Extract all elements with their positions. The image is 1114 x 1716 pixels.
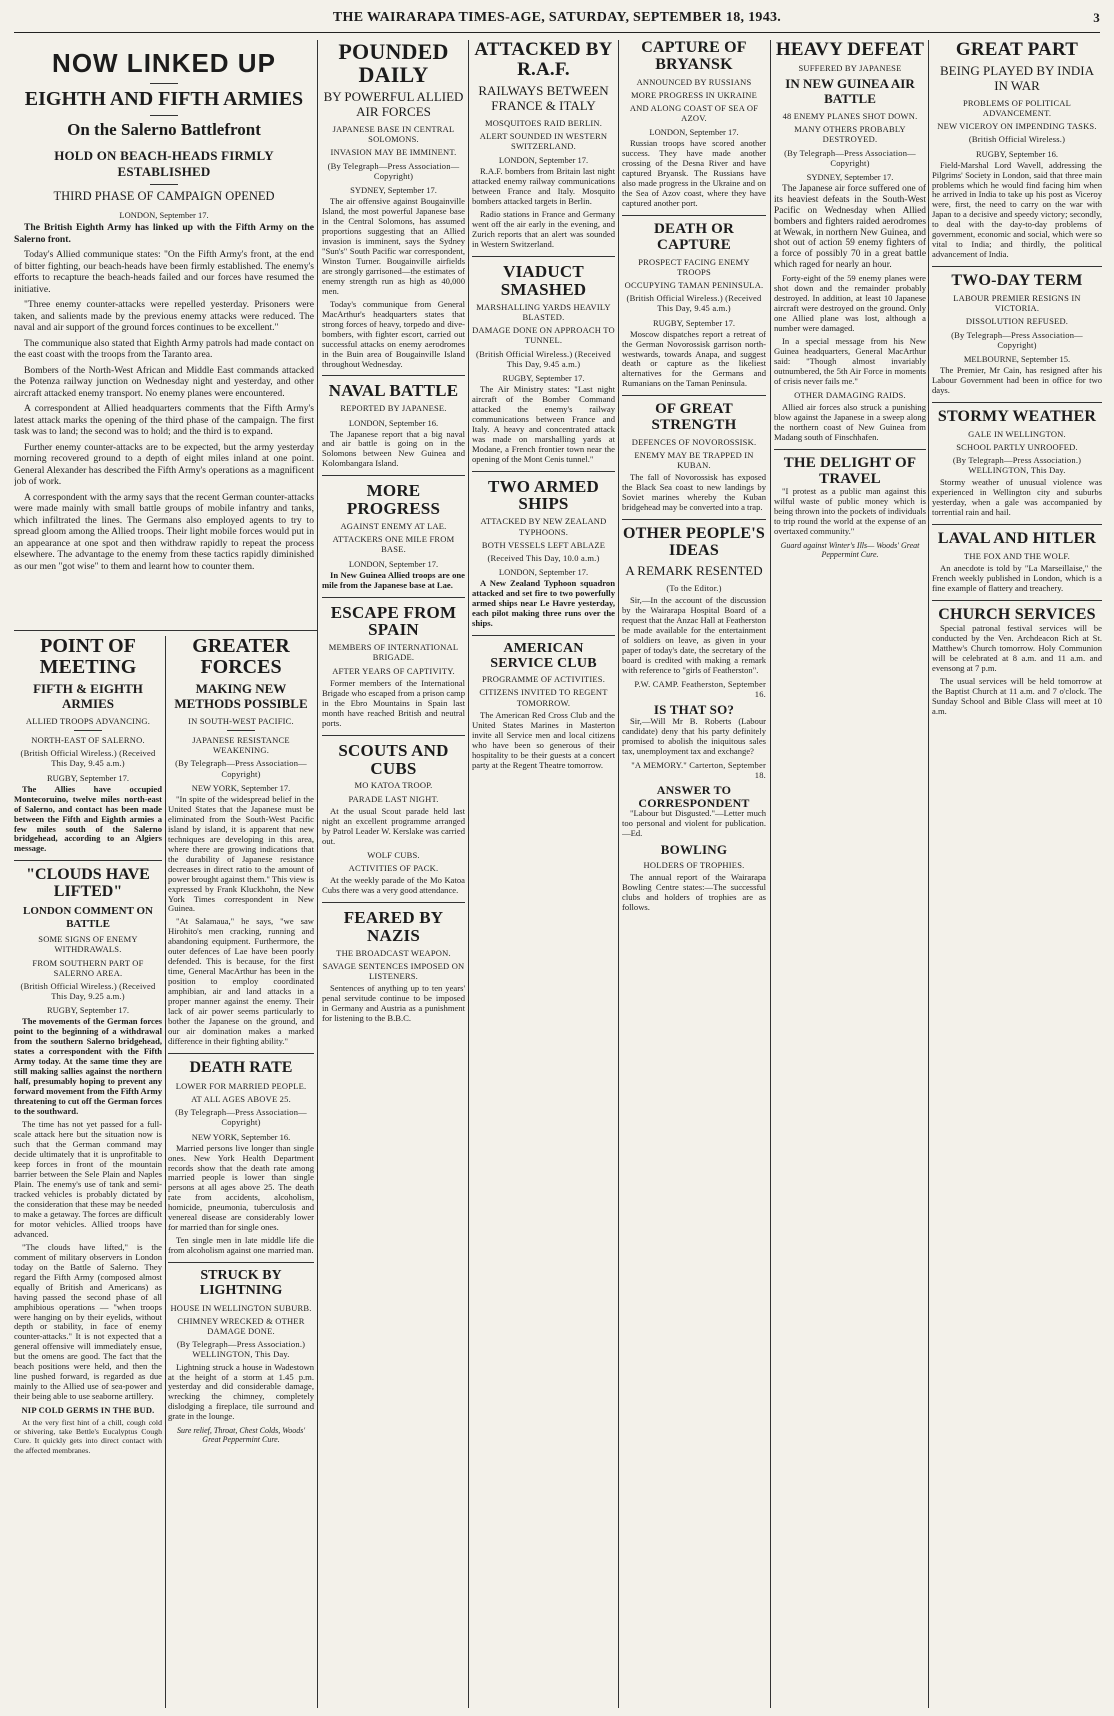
deck: NEW VICEROY ON IMPENDING TASKS. [937, 121, 1097, 132]
headline-capture-of-bryansk: CAPTURE OF BRYANSK [641, 40, 747, 73]
section-rule [14, 630, 317, 631]
deck: MO KATOA TROOP. [354, 780, 433, 791]
article-paragraph: An anecdote is told by "La Marseillaise," the French weekly published in London, which is a fine example of flattery and treachery. [932, 563, 1102, 594]
article-paragraph: R.A.F. bombers from Britain last night attacked enemy railway communications between France and Italy. Mosquito bombers attacked targets in Berlin. [472, 166, 615, 207]
article-paragraph: "In spite of the widespread belief in the United States that the Japanese must be eliminated from the South-West Pacific island by island, it is apparent that new techniques are developing in this area, where there are growing indications that the durability of Japanese resistance decreases in direct ratio to the amount of power brought against them." This view is expressed by Frank Kluckhohn, the New York Times correspondent in New Guinea. [168, 793, 314, 914]
headline-greater-forces: GREATER FORCES [192, 636, 290, 678]
deck: THE FOX AND THE WOLF. [964, 551, 1070, 562]
article-paragraph: The American Red Cross Club and the United States Marines in Masterton invite all Service men and local citizens who have been so generous of their hospitality to be their guests at a concert party at the Regent Theatre tomorrow. [472, 709, 615, 770]
column-3 [322, 40, 465, 1708]
article-paragraph: The Air Ministry states: "Last night aircraft of the Bomber Command attacked the enemy's railway communications between France and Italy. A heavy and concentrated attack was made on marshalling yards at Modane, a French frontier town near the opening of the Mont Cenis tunnel." [472, 383, 615, 464]
deck: ATTACKERS ONE MILE FROM BASE. [332, 534, 455, 555]
subheadline: FIFTH & EIGHTH ARMIES [33, 681, 143, 711]
deck: PARADE LAST NIGHT. [348, 793, 439, 804]
deck: SOME SIGNS OF ENEMY WITHDRAWALS. [38, 934, 138, 955]
lead-paragraph: The British Eighth Army has linked up with the Fifth Army on the Salerno front. [14, 222, 314, 245]
article-paragraph: The time has not yet passed for a full-scale attack here but the situation now is such that the German command may decide ultimately that it is unprofitable to keep forces in front of the mountain barrier between the Sele Plain and Naples Plain. The enemy's use of tank and semi-tracked vehicles is probably dictated by the consideration that these may be needed to make a getaway. The forces are difficult for motor vehicles. Allied troops have advanced. [14, 1119, 162, 1239]
article-paragraph: The annual report of the Wairarapa Bowling Centre states:—The successful clubs and holders of trophies are as follows. [622, 871, 766, 912]
headline-great-part: GREAT PART [955, 40, 1079, 60]
headline-pounded-daily: POUNDED DAILY [338, 40, 449, 88]
deck: SAVAGE SENTENCES IMPOSED ON LISTENERS. [322, 960, 465, 981]
deck: MEMBERS OF INTERNATIONAL BRIGADE. [328, 642, 459, 663]
deck: JAPANESE RESISTANCE WEAKENING. [192, 735, 290, 756]
headline-struck-by-lightning: STRUCK BY LIGHTNING [199, 1268, 283, 1298]
headline-church-services: CHURCH SERVICES [938, 606, 1096, 624]
dateline: RUGBY, September 17. [652, 317, 735, 328]
deck: MARSHALLING YARDS HEAVILY BLASTED. [476, 301, 611, 322]
subheadline: IN NEW GUINEA AIR BATTLE [785, 76, 915, 107]
letter-signature: "A MEMORY." Carterton, September 18. [631, 759, 766, 780]
article-paragraph: At the weekly parade of the Mo Katoa Cubs there was a very good attendance. [322, 874, 465, 895]
deck: ALERT SOUNDED IN WESTERN SWITZERLAND. [479, 130, 608, 152]
dateline: SYDNEY, September 17. [350, 185, 437, 195]
article-paragraph: Today's communique from General MacArthur's headquarters states that strong forces of heavy, torpedo and dive-bombers, with fighter escort, carried out successful attacks on enemy aerodromes in the Buin area of Bougainville Island throughout Wednesday. [322, 298, 465, 369]
divider [227, 730, 255, 731]
deck: DAMAGE DONE ON APPROACH TO TUNNEL. [472, 325, 615, 346]
dateline: RUGBY, September 17. [46, 1005, 129, 1016]
subheadline: A REMARK RESENTED [625, 562, 763, 578]
headline-american-service-club: AMERICAN SERVICE CLUB [490, 640, 597, 671]
article-paragraph: Ten single men in late middle life die from alcoholism against one married man. [168, 1235, 314, 1256]
deck: HOLDERS OF TROPHIES. [643, 859, 745, 870]
lead-deck-2: THIRD PHASE OF CAMPAIGN OPENED [53, 189, 275, 203]
headline-other-peoples-ideas: OTHER PEOPLE'S IDEAS [623, 525, 765, 560]
article-grid [14, 40, 1100, 1708]
headline-more-progress: MORE PROGRESS [346, 481, 441, 519]
letter-paragraph: Sir,—Will Mr B. Roberts (Labour candidate) deny that his party definitely promised to abolish the iniquitous sales tax, unemployment tax and exchange? [622, 715, 766, 756]
column-rule [317, 40, 318, 1708]
headline-laval-and-hitler: LAVAL AND HITLER [937, 530, 1097, 548]
deck: PROBLEMS OF POLITICAL ADVANCEMENT. [962, 97, 1072, 118]
masthead-title: THE WAIRARAPA TIMES-AGE, SATURDAY, SEPTEMBER 18, 1943. [332, 10, 782, 25]
source-line: (By Telegraph—Press Association—Copyright) [175, 1107, 307, 1128]
lead-subheadline: EIGHTH AND FIFTH ARMIES [24, 88, 304, 110]
deck: DISSOLUTION REFUSED. [965, 316, 1069, 327]
deck: FROM SOUTHERN PART OF SALERNO AREA. [32, 957, 144, 978]
headline-viaduct-smashed: VIADUCT SMASHED [500, 262, 587, 299]
deck: INVASION MAY BE IMMINENT. [330, 147, 457, 158]
article-paragraph: "At Salamaua," he says, "we saw Hirohito's men cracking, running and abandoning equipment. Furthermore, the outer defences of Lae have been poorly defended. This is because, for the first time, General MacArthur has been in the position to employ coordinated amphibian, air and land attacks in a proper manner against the enemy. Their lack of air power seems particularly to bother the Japanese on the ground, and our air domination makes a marked difference in their fighting ability." [168, 916, 314, 1047]
dateline: NEW YORK, September 17. [191, 782, 291, 793]
article-paragraph: Stormy weather of unusual violence was experienced in Wellington city and suburbs yesterday, when a gale was accompanied by torrential rain and hail. [932, 477, 1102, 518]
divider [74, 730, 102, 731]
headline-clouds-have-lifted: "CLOUDS HAVE LIFTED" [26, 866, 150, 901]
dateline: LONDON, September 17. [498, 567, 589, 578]
article-paragraph: The Premier, Mr Cain, has resigned after his Labour Government had been in office for two days. [932, 364, 1102, 395]
dateline: SYDNEY, September 17. [806, 171, 894, 182]
deck: ANNOUNCED BY RUSSIANS [636, 76, 752, 87]
deck: REPORTED BY JAPANESE. [340, 403, 447, 414]
filler-headline: NIP COLD GERMS IN THE BUD. [21, 1405, 155, 1416]
deck: (To the Editor.) [666, 582, 722, 593]
divider [150, 83, 178, 84]
source-line: (British Official Wireless.) (Received This Day, 9.45 a.m.) [476, 348, 611, 369]
lead-dateline: LONDON, September 17. [119, 210, 209, 220]
headline-death-rate: DEATH RATE [189, 1059, 293, 1077]
source-line: (By Telegraph—Press Association—Copyright) [327, 160, 460, 181]
lead-paragraph: The communique also stated that Eighth Army patrols had made contact on the east coast with the troops from the Taranto area. [14, 337, 314, 360]
article-paragraph: Russian troops have scored another success. They have made another crossing of the Desna River and have captured Bryansk. The Russians have also made progress in the Ukraine and on the Sea of Azov coast, where they have captured another port. [622, 138, 766, 209]
lead-paragraph: Today's Allied communique states: "On the Fifth Army's front, at the end of bitter fighting, our beach-heads have been firmly established. The enemy's efforts to recapture the beach-heads failed and our forces have resumed the initiative. [14, 249, 314, 295]
deck: NORTH-EAST OF SALERNO. [31, 735, 145, 746]
masthead [14, 10, 1100, 33]
dateline: RUGBY, September 16. [975, 148, 1058, 159]
deck: AT ALL AGES ABOVE 25. [191, 1094, 291, 1105]
divider [150, 184, 178, 185]
deck: LOWER FOR MARRIED PEOPLE. [175, 1080, 307, 1091]
column-rule [928, 40, 929, 1708]
deck: CITIZENS INVITED TO REGENT TOMORROW. [479, 687, 608, 708]
source-line: (By Telegraph—Press Association—Copyright) [784, 147, 916, 168]
source-line: (By Telegraph—Press Association.) WELLINGTON, This Day. [952, 455, 1082, 476]
deck: CHIMNEY WRECKED & OTHER DAMAGE DONE. [177, 1315, 305, 1336]
dateline: LONDON, September 17. [649, 127, 739, 138]
deck: ACTIVITIES OF PACK. [348, 862, 439, 873]
lead-paragraph: Further enemy counter-attacks are to be expected, but the army yesterday morning recovered ground to a depth of eight miles inland at one point. General Alexander has described the Fifth Army's operations as a magnificent job of work. [14, 441, 314, 487]
article-paragraph: Moscow dispatches report a retreat of the German Novorossisk garrison north-westwards, towards Anapa, and suggest death or capture as the likeliest alternatives for the Germans and Rumanians on the Taman Peninsula. [622, 328, 766, 389]
deck: OTHER DAMAGING RAIDS. [794, 389, 906, 400]
headline-stormy-weather: STORMY WEATHER [937, 407, 1097, 425]
deck: THE BROADCAST WEAPON. [336, 947, 451, 958]
article-paragraph: "I protest as a public man against this wilful waste of public money which is being thrown into the pockets of individuals to trip round the world at the expense of an overtaxed community." [774, 486, 926, 537]
headline-is-that-so: IS THAT SO? [653, 702, 735, 718]
column-7 [932, 40, 1102, 1708]
article-paragraph: Sentences of anything up to ten years' penal servitude continue to be imposed in Germany and Austria as a punishment for listening to the B.B.C. [322, 983, 465, 1024]
headline-attacked-by-raf: ATTACKED BY R.A.F. [474, 40, 613, 80]
article-paragraph: At the usual Scout parade held last night an excellent programme arranged by Patrol Leader W. Kerslake was carried out. [322, 805, 465, 846]
deck: MANY OTHERS PROBABLY DESTROYED. [794, 124, 906, 145]
source-line: (British Official Wireless.) (Received This Day, 9.25 a.m.) [20, 981, 156, 1002]
deck: PROSPECT FACING ENEMY TROOPS [638, 256, 750, 277]
deck: AND ALONG COAST OF SEA OF AZOV. [629, 102, 759, 124]
article-paragraph: Allied air forces also struck a punishing blow against the Japanese in a sweep along the northern coast of New Guinea from Madang south of Finschhafen. [774, 402, 926, 442]
subheadline: MAKING NEW METHODS POSSIBLE [174, 681, 308, 711]
column-2 [168, 636, 314, 1708]
source-line: (Received This Day, 10.0 a.m.) [487, 552, 600, 563]
article-paragraph: The usual services will be held tomorrow at the Baptist Church at 11 a.m. and 7 o'clock. The Sunday School and Bible Class will meet at 10 a.m. [932, 675, 1102, 716]
deck: AFTER YEARS OF CAPTIVITY. [332, 665, 455, 676]
letter-paragraph: Sir,—In the account of the discussion by the Wairarapa Hospital Board of a request that the Anzac Hall at Featherston be made available for the entertainment of soldiers on leave, as given in your paper of today's date, the secretary of the board is credited with making a remark with reference to "girls of Featherston". [622, 595, 766, 675]
article-paragraph: Special patronal festival services will be conducted by the Ven. Archdeacon Rich at St. Matthew's Church tomorrow. Holy Communion will be celebrated at 8 a.m. and 11 a.m. and evensong at 7 p.m. [932, 623, 1102, 673]
lead-subheadline-2: On the Salerno Battlefront [67, 120, 261, 139]
dateline: LONDON, September 17. [348, 558, 439, 569]
advertisement: Sure relief, Throat, Chest Colds, Woods' Great Peppermint Cure. [176, 1426, 306, 1445]
article-paragraph: The movements of the German forces point to the beginning of a withdrawal from the southern Salerno bridgehead, states a correspondent with the Fifth Army today. At the same time they are still making sallies against the northern half, presumably hoping to prevent any forward movement from the Fifth Army threatening to cut off the German forces to the southward. [14, 1016, 162, 1117]
deck: PROGRAMME OF ACTIVITIES. [481, 674, 606, 685]
article-paragraph: Radio stations in France and Germany went off the air early in the evening, and Zurich reports that an alert was sounded in Western Switzerland. [472, 209, 615, 250]
headline-of-great-strength: OF GREAT STRENGTH [651, 401, 737, 434]
dateline: MELBOURNE, September 15. [963, 353, 1071, 364]
advertisement: Guard against Winter's Ills— Woods' Great Peppermint Cure. [780, 541, 920, 560]
headline-naval-battle: NAVAL BATTLE [328, 381, 459, 401]
subheadline: BY POWERFUL ALLIED AIR FORCES [323, 89, 464, 120]
headline-bowling: BOWLING [660, 842, 728, 858]
letter-signature: P.W. CAMP. Featherston, September 16. [634, 678, 766, 699]
deck: MORE PROGRESS IN UKRAINE [631, 89, 757, 100]
deck: AGAINST ENEMY AT LAE. [340, 521, 447, 532]
subheadline: BEING PLAYED BY INDIA IN WAR [940, 62, 1094, 93]
deck: DEFENCES OF NOVOROSSISK. [631, 436, 757, 447]
source-line: (British Official Wireless.) [968, 134, 1066, 145]
article-paragraph: In New Guinea Allied troops are one mile from the Japanese base at Lae. [322, 569, 465, 590]
article-paragraph: "Labour but Disgusted."—Letter much too personal and violent for publication.—Ed. [622, 808, 766, 839]
deck: ATTACKED BY NEW ZEALAND TYPHOONS. [480, 516, 607, 537]
deck: LABOUR PREMIER RESIGNS IN VICTORIA. [953, 293, 1081, 314]
deck: SCHOOL PARTLY UNROOFED. [956, 441, 1078, 452]
lead-paragraph: A correspondent with the army says that the recent German counter-attacks were made mainly with small battle groups of mobile infantry and tanks, which infiltrated the lines. The Germans also employed agents to try to spread gloom among the Allied troops. Their light mobile forces would put in an appearance at one spot and then withdraw rapidly to repeat the process elsewhere. The advantage to the enemy from these tactics rapidly diminished as our men "got wise" to them and learnt how to counter them. [14, 491, 314, 572]
dateline: LONDON, September 17. [498, 155, 589, 166]
article-paragraph: The fall of Novorossisk has exposed the Black Sea coast to new landings by Soviet marines whereby the Kuban bridgehead may be converted into a trap. [622, 472, 766, 513]
lead-paragraph: A correspondent at Allied headquarters comments that the Fifth Army's latest attack marks the opening of the third phase of the campaign. The first task was to land; the second was to hold; and the third is to expand. [14, 403, 314, 437]
deck: OCCUPYING TAMAN PENINSULA. [624, 280, 764, 290]
source-line: (By Telegraph—Press Association—Copyright) [951, 329, 1083, 350]
subheadline: RAILWAYS BETWEEN FRANCE & ITALY [478, 82, 609, 113]
source-line: (British Official Wireless.) (Received This Day, 9.45 a.m.) [20, 748, 156, 769]
lead-headline: NOW LINKED UP [52, 48, 276, 78]
headline-escape-from-spain: ESCAPE FROM SPAIN [330, 602, 457, 640]
headline-death-or-capture: DEATH OR CAPTURE [653, 221, 735, 253]
headline-two-armed-ships: TWO ARMED SHIPS [488, 476, 599, 514]
deck: WOLF CUBS. [367, 849, 420, 860]
lead-paragraph: Bombers of the North-West African and Middle East commands attacked the Potenza railway junction on Wednesday night and yesterday, and other aircraft attacked enemy transport. No enemy planes were encountered. [14, 364, 314, 399]
lead-deck: HOLD ON BEACH-HEADS FIRMLY ESTABLISHED [54, 148, 274, 179]
column-rule [468, 40, 469, 1708]
headline-scouts-and-cubs: SCOUTS AND CUBS [338, 740, 449, 778]
article-paragraph: Forty-eight of the 59 enemy planes were shot down and the remainder probably destroyed. In addition, at least 10 Japanese aircraft were destroyed on the ground. Only one Allied plane was lost, although a number were damaged. [774, 273, 926, 334]
page-number: 3 [1093, 10, 1100, 25]
headline-two-day-term: TWO-DAY TERM [951, 272, 1083, 290]
deck: MOSQUITOES RAID BERLIN. [484, 117, 603, 128]
column-1 [14, 636, 162, 1708]
deck: ENEMY MAY BE TRAPPED IN KUBAN. [634, 450, 754, 471]
deck: GALE IN WELLINGTON. [968, 428, 1066, 439]
dateline: NEW YORK, September 16. [191, 1131, 291, 1142]
article-paragraph: The Japanese air force suffered one of its heaviest defeats in the South-West Pacific on Wednesday when Allied bombers and fighters raided aerodromes at Wewak, in northern New Guinea, and shot out of action 59 enemy fighters of a force of possibly 70 in a great battle which raged for nearly an hour. [774, 183, 926, 271]
dateline: RUGBY, September 17. [502, 372, 585, 383]
column-rule [618, 40, 619, 1708]
headline-feared-by-nazis: FEARED BY NAZIS [343, 907, 444, 945]
headline-heavy-defeat: HEAVY DEFEAT [775, 40, 925, 60]
deck: JAPANESE BASE IN CENTRAL SOLOMONS. [332, 124, 455, 145]
dateline: LONDON, September 16. [348, 417, 439, 428]
lead-article [14, 40, 314, 628]
column-4 [472, 40, 615, 1708]
column-rule [165, 636, 166, 1708]
article-paragraph: The Allies have occupied Montecoruino, twelve miles north-east of Salerno, and contact has been made between the Fifth and Eighth armies a few miles south of the Salerno bridgehead, according to an Algiers message. [14, 783, 162, 854]
headline-answer-to-correspondent: ANSWER TO CORRESPONDENT [638, 783, 750, 810]
article-paragraph: The air offensive against Bougainville Island, the most powerful Japanese base in the Central Solomons, has assumed proportions suggesting that an Allied invasion is imminent, says the Sydney "Sun's" South Pacific war correspondent, Winston Turner. Bougainville airfields are strongly garrisoned—the estimates of enemy strength run as high as 40,000 men. [322, 196, 465, 296]
column-6 [774, 40, 926, 1708]
subheadline: LONDON COMMENT ON BATTLE [23, 905, 153, 930]
lead-paragraph: "Three enemy counter-attacks were repelled yesterday. Prisoners were taken, and salients made by the previous enemy attacks were reduced. The naval and air support of the ground forces continues to be excellent." [14, 299, 314, 333]
article-paragraph: "The clouds have lifted," is the comment of military observers in London today on the Battle of Salerno. They regard the Fifth Army (composed almost equally of British and Americans) as having passed the second phase of all amphibious operations — "when troops were hanging on by their eyelids, without depth or stability, in face of enemy counter-attacks." It is not expected that a general offensive will immediately ensue, but the omens are good. The fact that the beach positions were held, and then the line pushed forward, is regarded as due mainly to the Allied use of sea-power and their being able to use seaborne artillery. [14, 1241, 162, 1402]
filler-paragraph: At the very first hint of a chill, cough cold or shivering, take Bettle's Eucalyptus Cough Cure. It quickly gets into direct contact with the affected membranes. [14, 1418, 162, 1455]
divider [150, 115, 178, 116]
headline-delight-of-travel: THE DELIGHT OF TRAVEL [783, 454, 917, 487]
article-paragraph: Married persons live longer than single ones. New York Health Department records show that the death rate among married people is lower than single persons at all ages above 25. The death rate from accidents, alcoholism, homicide, pneumonia, tuberculosis and venereal disease are considerably lower for married than for single ones. [168, 1142, 314, 1233]
deck: ALLIED TROOPS ADVANCING. [25, 715, 151, 726]
article-paragraph: In a special message from his New Guinea headquarters, General MacArthur said: "Though almost invariably outnumbered, the 5th Air Force in moments of crisis never fails me." [774, 336, 926, 386]
article-paragraph: Field-Marshal Lord Wavell, addressing the Pilgrims' Society in London, said that three main problems which he would find facing him when he arrived in India to take up his post as Viceroy were, first, the need to carry on the war with Japan to a decisive and speedy victory; secondly, to deal with the day-to-day problems of government, economic and social, which were so vital to India; and thirdly, the political advancement of India. [932, 159, 1102, 260]
source-line: (By Telegraph—Press Association.) WELLINGTON, This Day. [176, 1339, 306, 1360]
article-paragraph: Lightning struck a house in Wadestown at the height of a storm at 1.45 p.m. yesterday and did considerable damage, wrecking the chimney, completely dislodging a fireplace, tile surround and grate in the lounge. [168, 1361, 314, 1422]
deck: BOTH VESSELS LEFT ABLAZE [481, 539, 606, 550]
source-line: (By Telegraph—Press Association—Copyright) [175, 758, 307, 779]
deck: HOUSE IN WELLINGTON SUBURB. [170, 1302, 312, 1313]
deck: SUFFERED BY JAPANESE [798, 62, 902, 73]
source-line: (British Official Wireless.) (Received This Day, 9.45 a.m.) [626, 293, 762, 314]
column-rule [770, 40, 771, 1708]
dateline: RUGBY, September 17. [46, 772, 129, 783]
headline-point-of-meeting: POINT OF MEETING [39, 636, 137, 678]
deck: 48 ENEMY PLANES SHOT DOWN. [782, 111, 918, 121]
article-paragraph: The Japanese report that a big naval and air battle is going on in the Solomons between New Guinea and Kolombangara Island. [322, 428, 465, 469]
column-5 [622, 40, 766, 1708]
deck: IN SOUTH-WEST PACIFIC. [188, 715, 294, 726]
article-paragraph: Former members of the International Brigade who escaped from a prison camp in the Ebro Mountains in Spain last month have reached British and neutral ports. [322, 677, 465, 728]
article-paragraph: A New Zealand Typhoon squadron attacked and set fire to two powerfully armed ships near Le Havre yesterday, each pilot making three runs over the ships. [472, 578, 615, 628]
